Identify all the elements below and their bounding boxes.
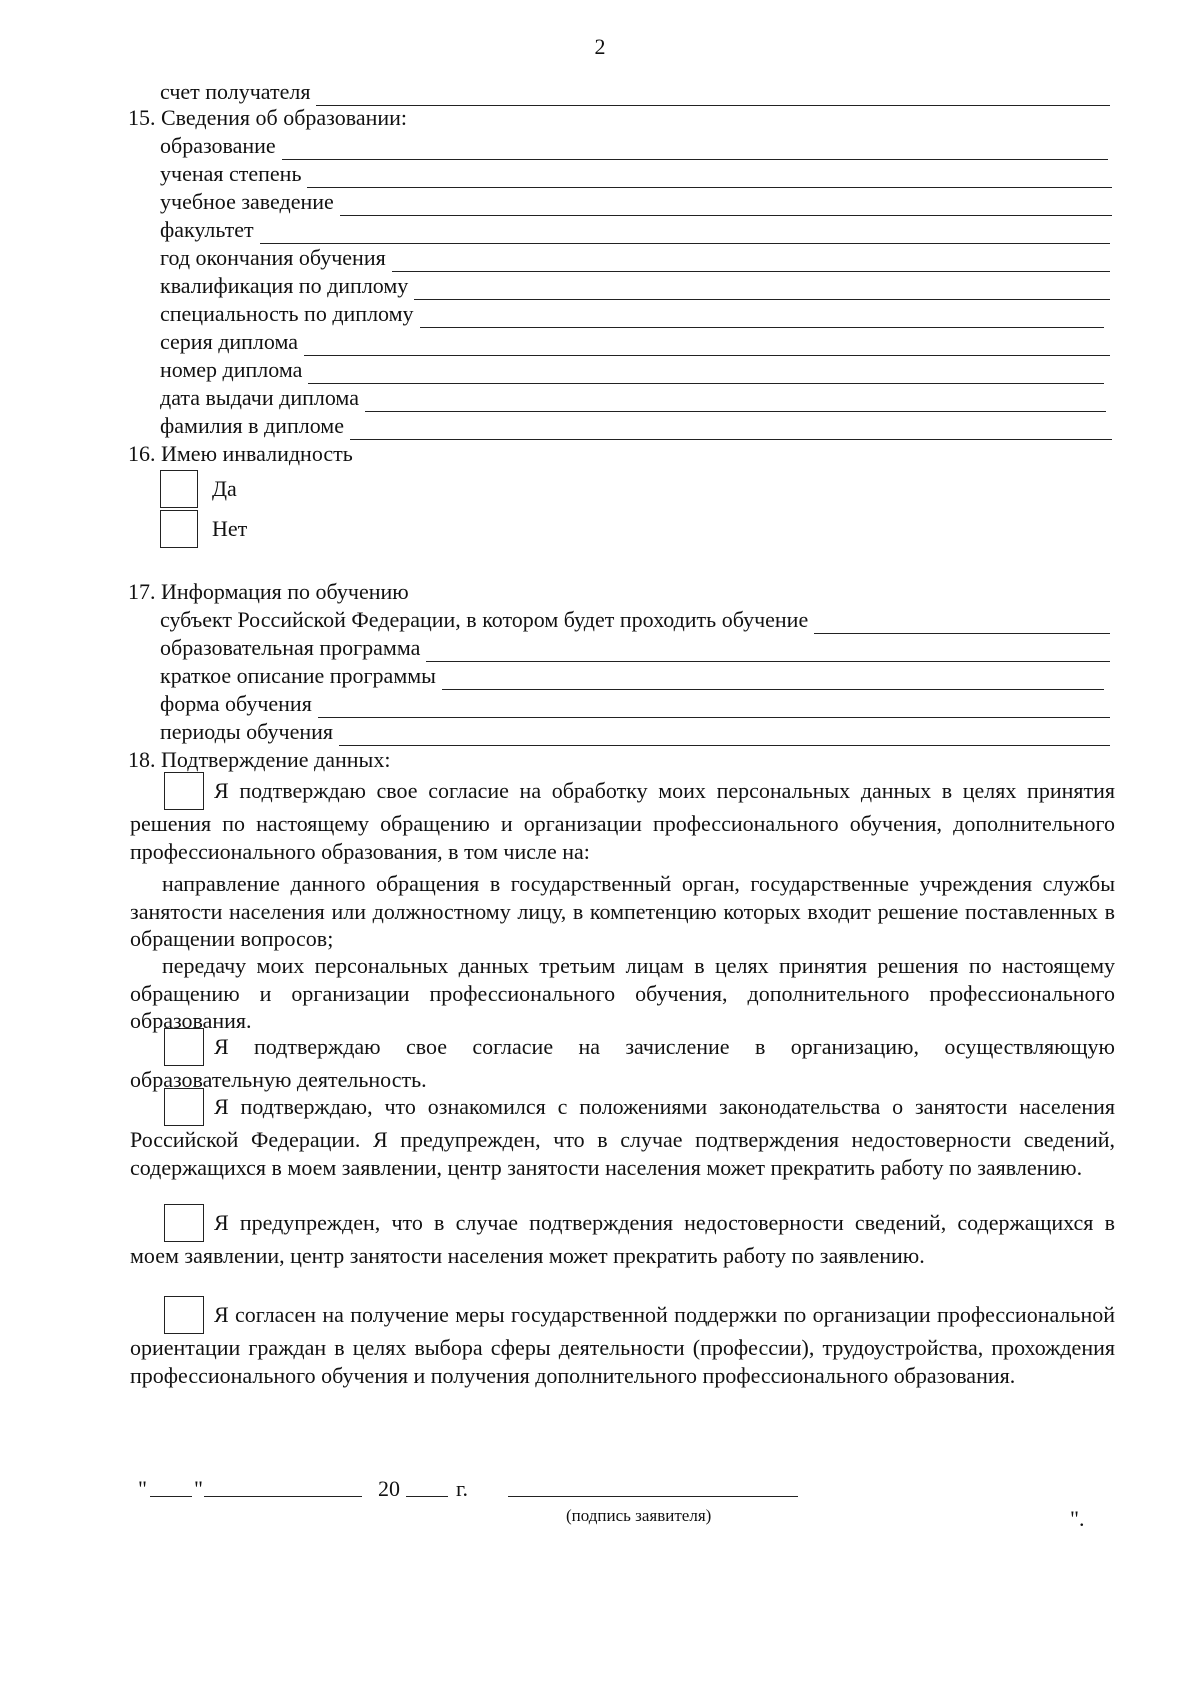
education-label: образование [160, 133, 276, 158]
graduation-year-field [160, 244, 1110, 272]
consent-law-checkbox[interactable] [164, 1088, 204, 1126]
degree-input[interactable] [307, 166, 1112, 188]
training-region-label: субъект Российской Федерации, в котором будет проходить обучение [160, 607, 809, 632]
faculty-input[interactable] [260, 222, 1110, 244]
signature-input[interactable] [508, 1476, 798, 1497]
year-prefix: 20 [378, 1476, 400, 1501]
signature-caption: (подпись заявителя) [566, 1506, 712, 1525]
section-17-heading: 17. Информация по обучению [128, 579, 409, 604]
training-region-input[interactable] [814, 612, 1110, 634]
faculty-label: факультет [160, 217, 254, 242]
program-label: образовательная программа [160, 635, 421, 660]
degree-field [160, 160, 1112, 188]
study-form-label: форма обучения [160, 691, 312, 716]
study-periods-input[interactable] [339, 724, 1110, 746]
consent-enrollment-checkbox[interactable] [164, 1028, 204, 1066]
disability-no-label: Нет [212, 516, 248, 541]
consent-support-text: Я согласен на получение меры государственной поддержки по организации профессиональной ориентации граждан в целях выбора сферы деятельности (профессии), трудоустройства, прохождения профессионального обучения и получения дополнительного профессионального образования. [130, 1302, 1115, 1388]
consent-personal-data [130, 772, 1115, 865]
program-description-field [160, 662, 1104, 690]
institution-label: учебное заведение [160, 189, 334, 214]
disability-no-checkbox[interactable] [160, 510, 198, 548]
degree-label: ученая степень [160, 161, 302, 186]
program-input[interactable] [426, 640, 1110, 662]
year-suffix: г. [456, 1476, 469, 1501]
institution-field [160, 188, 1112, 216]
consent-law-text: Я подтверждаю, что ознакомился с положениями законодательства о занятости населения Российской Федерации. Я предупрежден, что в случае подтверждения недостоверности сведений, содержащихся в моем заявлении, центр занятости населения может прекратить работу по заявлению. [130, 1094, 1115, 1180]
account-input[interactable] [316, 84, 1110, 106]
disability-yes-option [160, 470, 237, 508]
institution-input[interactable] [340, 194, 1112, 216]
program-description-label: краткое описание программы [160, 663, 436, 688]
diploma-surname-label: фамилия в дипломе [160, 413, 344, 438]
consent-personal-data-text: Я подтверждаю свое согласие на обработку моих персональных данных в целях принятия решения по настоящему обращению и организации профессионального обучения, дополнительного профессионального образования, в том числе на: [130, 778, 1115, 864]
signature-area [130, 1476, 1090, 1536]
disability-yes-checkbox[interactable] [160, 470, 198, 508]
diploma-series-field [160, 328, 1110, 356]
consent-support-checkbox[interactable] [164, 1296, 204, 1334]
study-form-input[interactable] [318, 696, 1110, 718]
consent-sub-transfer: передачу моих персональных данных третьим лицам в целях принятия решения по настоящему обращению и организации профессионального обучения, дополнительного профессионального образования. [130, 953, 1115, 1033]
specialty-field [160, 300, 1104, 328]
consent-warning-text: Я предупрежден, что в случае подтверждения недостоверности сведений, содержащихся в моем заявлении, центр занятости населения может прекратить работу по заявлению. [130, 1210, 1115, 1268]
qualification-label: квалификация по диплому [160, 273, 409, 298]
day-input[interactable] [150, 1476, 192, 1497]
disability-yes-label: Да [212, 476, 237, 501]
faculty-field [160, 216, 1110, 244]
account-label: счет получателя [160, 79, 311, 104]
section-16-heading: 16. Имею инвалидность [128, 441, 353, 466]
consent-enrollment-text: Я подтверждаю свое согласие на зачисление в организацию, осуществляющую образовательную деятельность. [130, 1034, 1115, 1092]
diploma-series-input[interactable] [304, 334, 1110, 356]
specialty-label: специальность по диплому [160, 301, 414, 326]
consent-warning [130, 1204, 1115, 1270]
specialty-input[interactable] [420, 306, 1104, 328]
study-form-field [160, 690, 1110, 718]
diploma-surname-field [160, 412, 1112, 440]
education-field [160, 132, 1108, 160]
consent-support-measure [130, 1296, 1115, 1389]
section-15-heading: 15. Сведения об образовании: [128, 105, 408, 130]
closing-quote: ". [1070, 1506, 1085, 1531]
diploma-surname-input[interactable] [350, 418, 1112, 440]
year-input[interactable] [406, 1476, 448, 1497]
diploma-number-field [160, 356, 1104, 384]
month-input[interactable] [204, 1476, 362, 1497]
qualification-field [160, 272, 1110, 300]
diploma-date-label: дата выдачи диплома [160, 385, 359, 410]
section-18-heading: 18. Подтверждение данных: [128, 747, 391, 772]
disability-no-option [160, 510, 247, 548]
date-quote-open: " [138, 1476, 147, 1501]
diploma-date-field [160, 384, 1106, 412]
program-description-input[interactable] [442, 668, 1104, 690]
graduation-year-label: год окончания обучения [160, 245, 386, 270]
diploma-number-input[interactable] [308, 362, 1104, 384]
graduation-year-input[interactable] [392, 250, 1110, 272]
education-input[interactable] [282, 138, 1108, 160]
diploma-series-label: серия диплома [160, 329, 299, 354]
diploma-number-label: номер диплома [160, 357, 303, 382]
training-region-field [160, 606, 1110, 634]
consent-warning-checkbox[interactable] [164, 1204, 204, 1242]
consent-sub-forwarding: направление данного обращения в государственный орган, государственные учреждения службы занятости населения или должностному лицу, в компетенцию которых входит решение поставленных в обращении вопросов; [130, 871, 1115, 951]
program-field [160, 634, 1110, 662]
diploma-date-input[interactable] [365, 390, 1106, 412]
consent-personal-data-checkbox[interactable] [164, 772, 204, 810]
consent-law-acknowledgement [130, 1088, 1115, 1181]
qualification-input[interactable] [414, 278, 1110, 300]
page-number: 2 [594, 34, 606, 59]
date-quote-close: " [194, 1476, 203, 1501]
consent-enrollment [130, 1028, 1115, 1094]
study-periods-label: периоды обучения [160, 719, 334, 744]
study-periods-field [160, 718, 1110, 746]
account-field [160, 78, 1110, 106]
